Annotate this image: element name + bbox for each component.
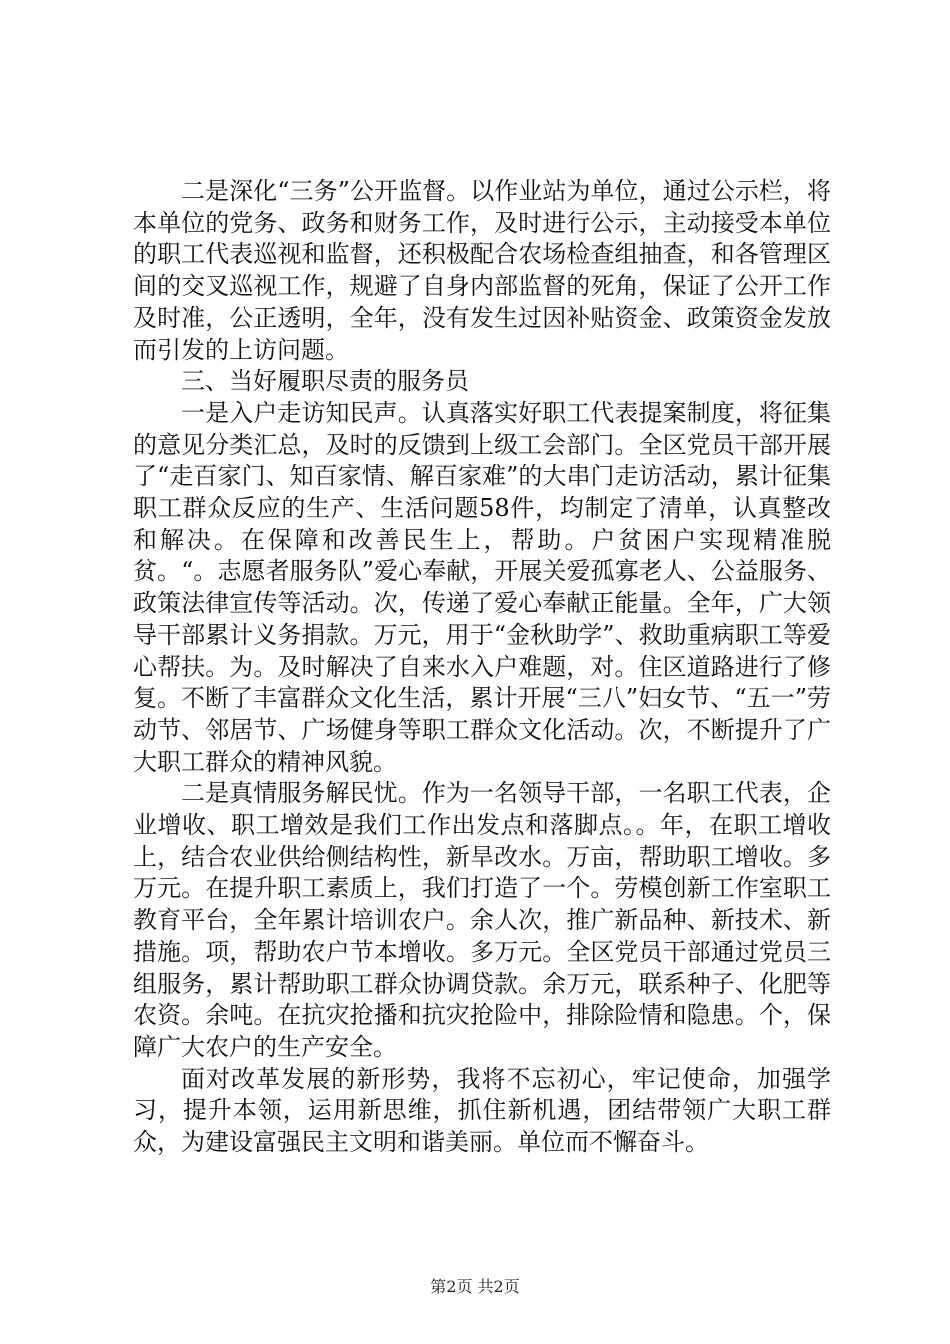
page-footer: 第2页 共2页: [430, 1277, 520, 1296]
paragraph-home-visits: 一是入户走访知民声。认真落实好职工代表提案制度，将征集的意见分类汇总，及时的反馈到上级工会部门。全区党员干部开展了“走百家门、知百家情、解百家难”的大串门走访活动，累计征集职工群众反应的生产、生活问题58件，均制定了清单，认真整改和解决。在保障和改善民生上，帮助。户贫困户实现精准脱贫。“。志愿者服务队”爱心奉献，开展关爱孤寡老人、公益服务、政策法律宣传等活动。次，传递了爱心奉献正能量。全年，广大领导干部累计义务捐款。万元，用于“金秋助学”、救助重病职工等爱心帮扶。为。及时解决了自来水入户难题，对。住区道路进行了修复。不断了丰富群众文化生活，累计开展“三八”妇女节、“五一”劳动节、邻居节、广场健身等职工群众文化活动。次，不断提升了广大职工群众的精神风貌。: [133, 398, 831, 776]
paragraph-three-affairs-supervision: 二是深化“三务”公开监督。以作业站为单位，通过公示栏，将本单位的党务、政务和财务工作，及时进行公示，主动接受本单位的职工代表巡视和监督，还积极配合农场检查组抽查，和各管理区间的交叉巡视工作，规避了自身内部监督的死角，保证了公开工作及时准，公正透明，全年，没有发生过因补贴资金、政策资金发放而引发的上访问题。: [133, 177, 831, 364]
paragraph-closing-statement: 面对改革发展的新形势，我将不忘初心，牢记使命，加强学习，提升本领，运用新思维，抓住新机遇，团结带领广大职工群众，为建设富强民主文明和谐美丽。单位而不懈奋斗。: [133, 1064, 831, 1157]
section-heading-service: 三、当好履职尽责的服务员: [181, 367, 469, 396]
paragraph-sincere-service: 二是真情服务解民忧。作为一名领导干部，一名职工代表，企业增收、职工增效是我们工作出发点和落脚点。。年，在职工增收上，结合农业供给侧结构性，新旱改水。万亩，帮助职工增收。多万元。在提升职工素质上，我们打造了一个。劳模创新工作室职工教育平台，全年累计培训农户。余人次，推广新品种、新技术、新措施。项，帮助农户节本增收。多万元。全区党员干部通过党员三组服务，累计帮助职工群众协调贷款。余万元，联系种子、化肥等农资。余吨。在抗灾抢播和抗灾抢险中，排除险情和隐患。个，保障广大农户的生产安全。: [133, 779, 831, 1061]
document-body: [133, 176, 831, 1159]
